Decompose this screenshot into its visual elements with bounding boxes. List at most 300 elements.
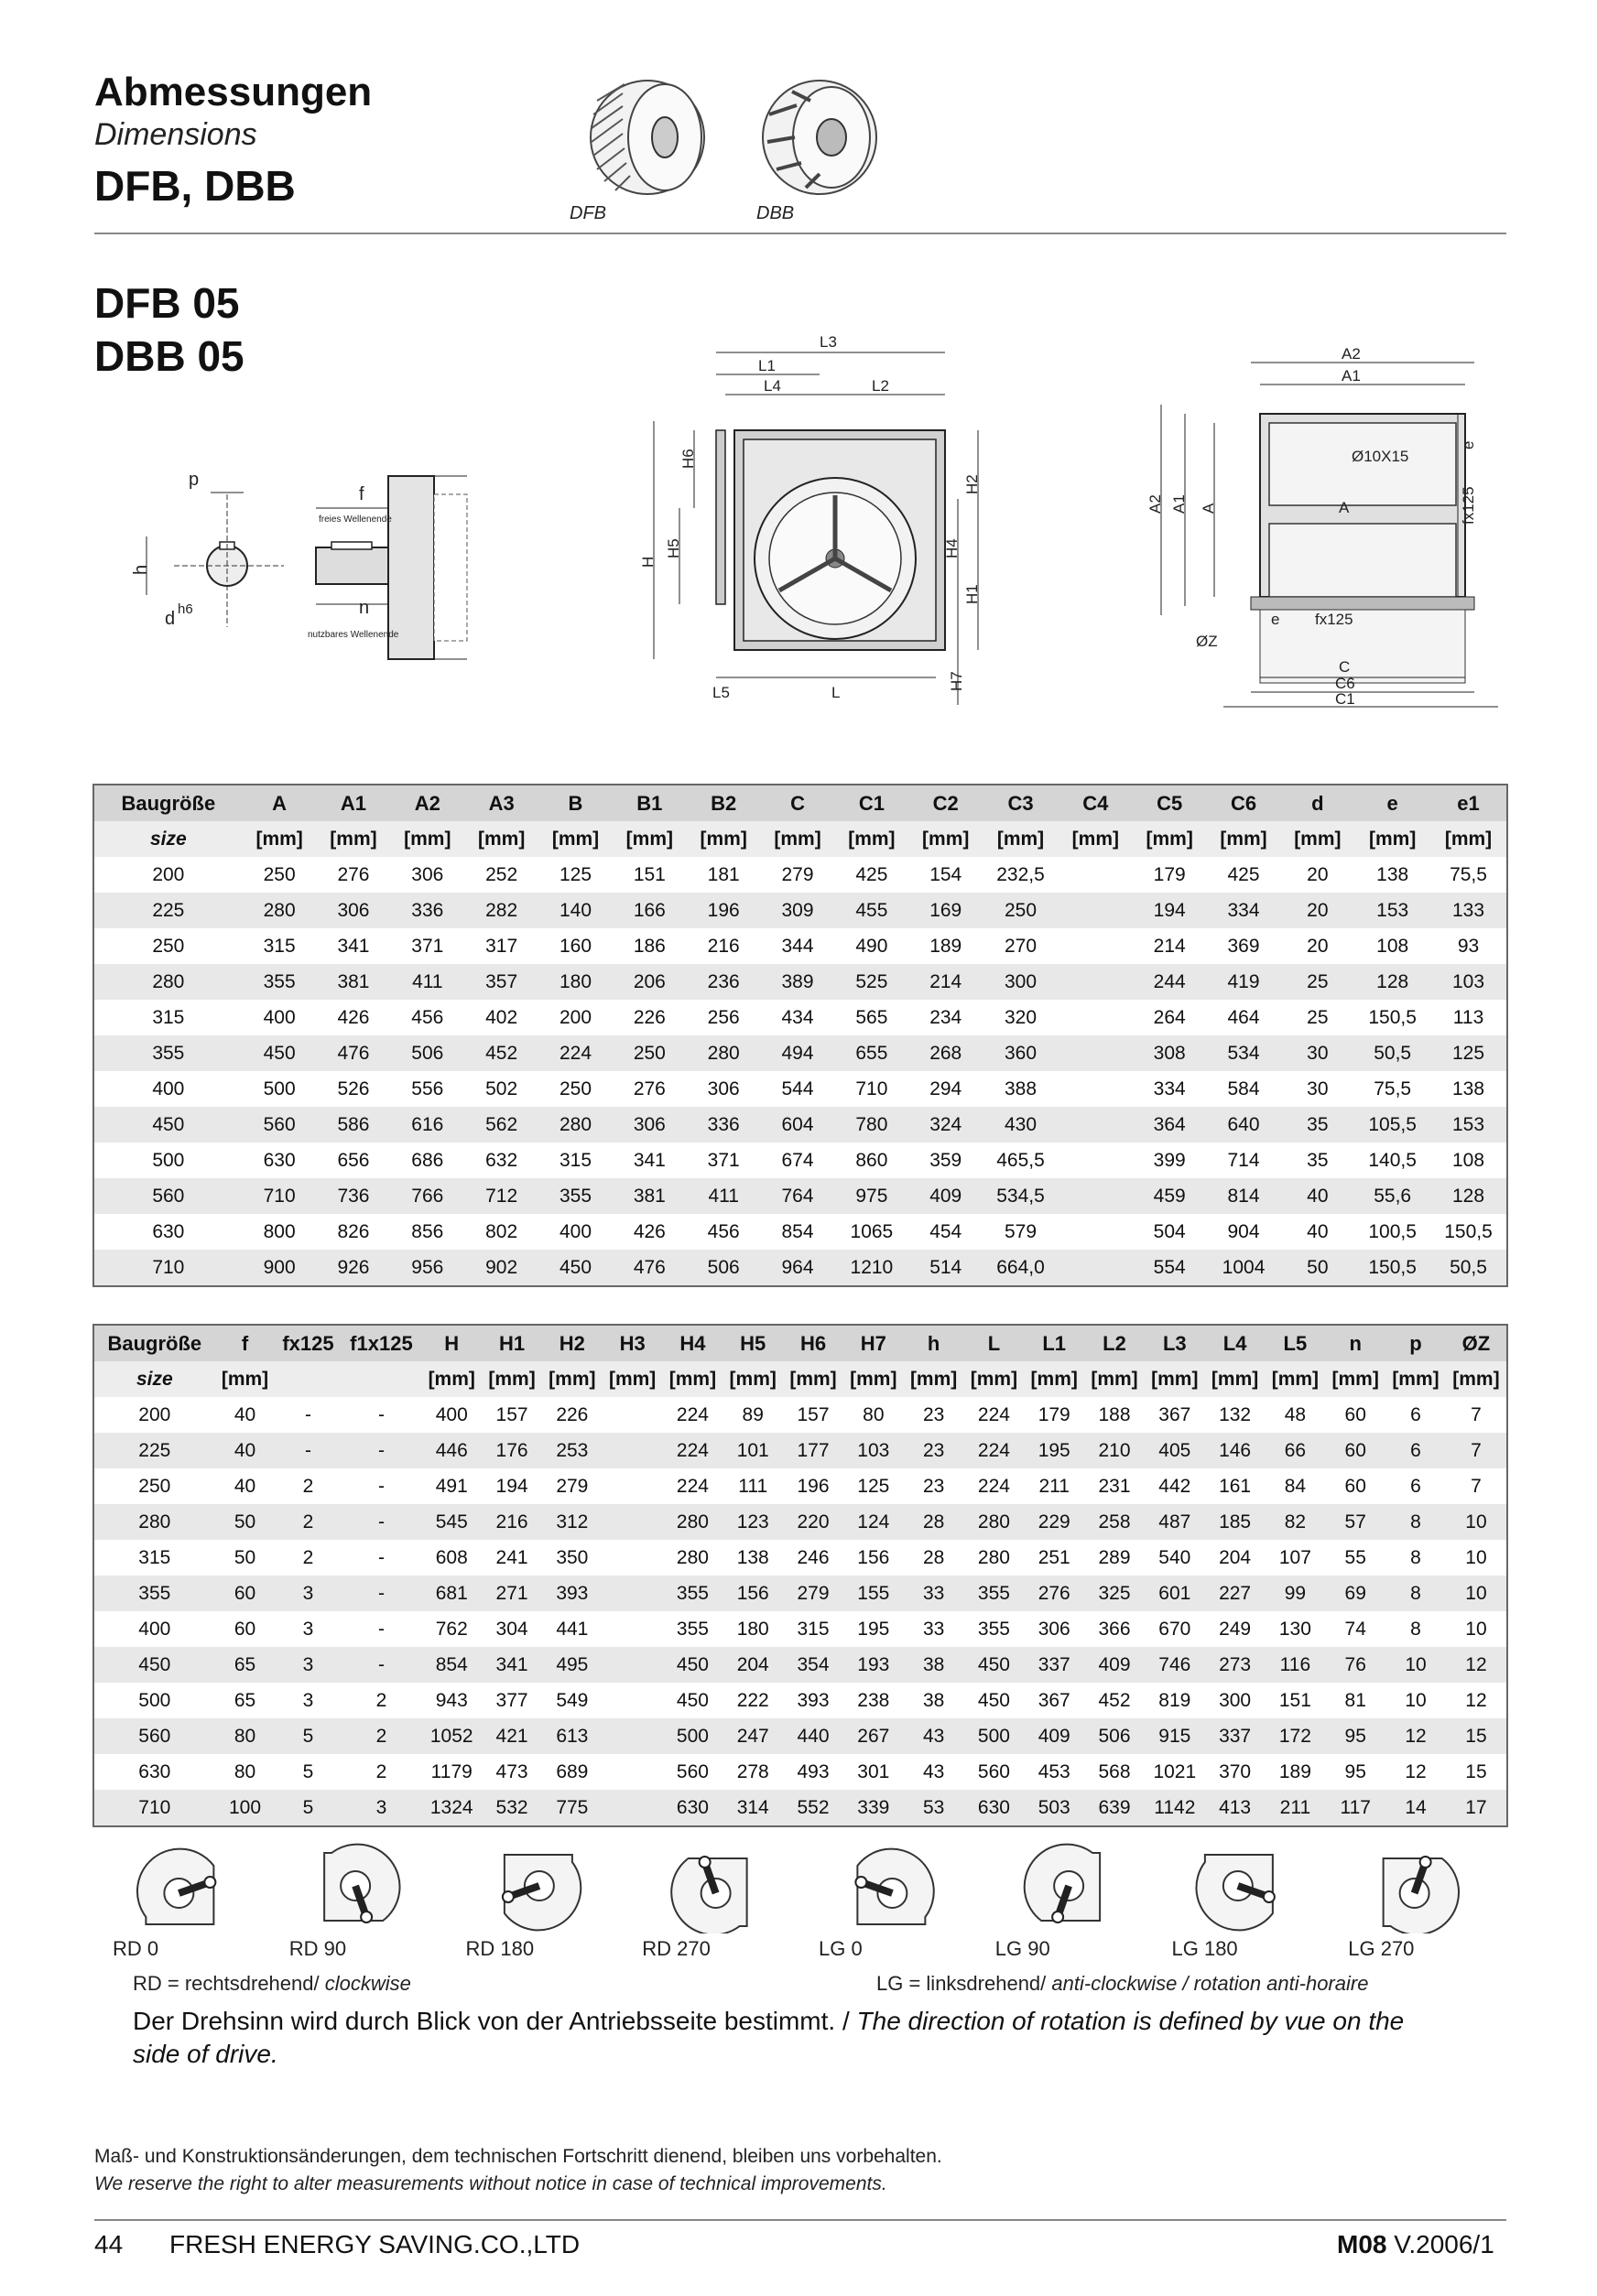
rotation-icon bbox=[324, 1845, 399, 1922]
table-cell: 459 bbox=[1133, 1178, 1207, 1214]
table-row bbox=[94, 1143, 1506, 1178]
dfb-image-caption: DFB bbox=[570, 203, 606, 223]
table-cell bbox=[603, 1397, 663, 1433]
table-cell: 664,0 bbox=[983, 1250, 1059, 1285]
table-cell: - bbox=[342, 1647, 422, 1683]
table-cell: 224 bbox=[663, 1397, 723, 1433]
table-cell: 30 bbox=[1280, 1071, 1354, 1107]
unit-cell: [mm] bbox=[722, 1361, 783, 1397]
table-cell: - bbox=[275, 1397, 341, 1433]
unit-cell: [mm] bbox=[783, 1361, 843, 1397]
table-cell: 153 bbox=[1354, 893, 1430, 928]
table-cell: 81 bbox=[1325, 1683, 1385, 1718]
table-cell: 802 bbox=[464, 1214, 538, 1250]
unit-cell: [mm] bbox=[1354, 821, 1430, 857]
table-cell: 819 bbox=[1145, 1683, 1205, 1718]
table-cell: 355 bbox=[94, 1035, 243, 1071]
unit-cell: [mm] bbox=[834, 821, 908, 857]
table-cell: 3 bbox=[275, 1611, 341, 1647]
H7-label: H7 bbox=[948, 671, 965, 691]
table-cell: 50,5 bbox=[1430, 1250, 1506, 1285]
table-cell: 425 bbox=[1207, 857, 1281, 893]
table-cell: 450 bbox=[663, 1647, 723, 1683]
table-cell: 339 bbox=[843, 1790, 904, 1825]
hole-label: Ø10X15 bbox=[1352, 448, 1409, 465]
column-header: L bbox=[964, 1326, 1025, 1361]
table-cell: 764 bbox=[761, 1178, 835, 1214]
table-cell: 10 bbox=[1446, 1540, 1506, 1576]
table-cell: 250 bbox=[983, 893, 1059, 928]
table-cell: 355 bbox=[538, 1178, 613, 1214]
table-cell: 60 bbox=[1325, 1397, 1385, 1433]
table-cell: 10 bbox=[1446, 1504, 1506, 1540]
table-cell: 138 bbox=[722, 1540, 783, 1576]
column-header: L5 bbox=[1266, 1326, 1326, 1361]
table-cell: 315 bbox=[783, 1611, 843, 1647]
table-cell: 80 bbox=[215, 1718, 276, 1754]
table-cell: 388 bbox=[983, 1071, 1059, 1107]
table-cell: 405 bbox=[1145, 1433, 1205, 1468]
table-cell: 377 bbox=[482, 1683, 542, 1718]
table-cell: 264 bbox=[1133, 1000, 1207, 1035]
table-cell: 28 bbox=[904, 1504, 964, 1540]
table-cell: 402 bbox=[464, 1000, 538, 1035]
table-cell: 74 bbox=[1325, 1611, 1385, 1647]
table-cell: 161 bbox=[1205, 1468, 1266, 1504]
table-cell: 7 bbox=[1446, 1433, 1506, 1468]
table-cell: 491 bbox=[421, 1468, 482, 1504]
table-cell: 210 bbox=[1084, 1433, 1145, 1468]
table-cell: 101 bbox=[722, 1433, 783, 1468]
A-label: A bbox=[1339, 499, 1350, 516]
rotation-icon bbox=[855, 1849, 933, 1924]
table-cell: 278 bbox=[722, 1754, 783, 1790]
table-cell: 200 bbox=[94, 1397, 215, 1433]
unit-cell: [mm] bbox=[904, 1361, 964, 1397]
table-cell: 306 bbox=[1024, 1611, 1084, 1647]
unit-cell: [mm] bbox=[1280, 821, 1354, 857]
table-cell: 371 bbox=[390, 928, 464, 964]
column-header: A bbox=[243, 785, 317, 821]
table-cell: 500 bbox=[663, 1718, 723, 1754]
table-cell: 370 bbox=[1205, 1754, 1266, 1790]
table-cell: 3 bbox=[275, 1647, 341, 1683]
table-cell bbox=[603, 1540, 663, 1576]
table-cell: 267 bbox=[843, 1718, 904, 1754]
table-cell: 69 bbox=[1325, 1576, 1385, 1611]
table-cell: 249 bbox=[1205, 1611, 1266, 1647]
table-cell: 632 bbox=[464, 1143, 538, 1178]
table-cell: 276 bbox=[317, 857, 391, 893]
page-number: 44 bbox=[94, 2230, 124, 2258]
column-header: H6 bbox=[783, 1326, 843, 1361]
fx125-bottom-label: fx125 bbox=[1315, 611, 1353, 628]
doc-code: M08 bbox=[1337, 2230, 1387, 2258]
lg-note-en: anti-clockwise / rotation anti-horaire bbox=[1051, 1972, 1369, 1995]
table-cell: 306 bbox=[613, 1107, 687, 1143]
table-cell: 409 bbox=[908, 1178, 983, 1214]
table1-unit-row bbox=[94, 821, 1506, 857]
footer-note-de: Maß- und Konstruktionsänderungen, dem technischen Fortschritt dienend, bleiben uns vorbehalten. bbox=[94, 2146, 942, 2167]
table-cell: 10 bbox=[1446, 1576, 1506, 1611]
table-cell: 66 bbox=[1266, 1433, 1326, 1468]
table-row bbox=[94, 1540, 1506, 1576]
table-cell: 238 bbox=[843, 1683, 904, 1718]
table-cell: 23 bbox=[904, 1468, 964, 1504]
table-cell: 504 bbox=[1133, 1214, 1207, 1250]
table-cell: 23 bbox=[904, 1433, 964, 1468]
table-cell: 336 bbox=[390, 893, 464, 928]
table-cell: 156 bbox=[843, 1540, 904, 1576]
column-header: C6 bbox=[1207, 785, 1281, 821]
table-cell: 280 bbox=[94, 1504, 215, 1540]
table-cell: 686 bbox=[390, 1143, 464, 1178]
table-cell: 226 bbox=[613, 1000, 687, 1035]
table-cell: 1210 bbox=[834, 1250, 908, 1285]
table-cell: 450 bbox=[663, 1683, 723, 1718]
H-label: H bbox=[639, 556, 657, 568]
table-cell: 75,5 bbox=[1354, 1071, 1430, 1107]
table-cell: 860 bbox=[834, 1143, 908, 1178]
dimensions-table-2 bbox=[94, 1326, 1506, 1825]
table-cell: 400 bbox=[421, 1397, 482, 1433]
page-subtitle: Dimensions bbox=[94, 117, 257, 152]
table-cell: 354 bbox=[783, 1647, 843, 1683]
table-cell: 140 bbox=[538, 893, 613, 928]
table-cell: 7 bbox=[1446, 1468, 1506, 1504]
table-cell: 306 bbox=[390, 857, 464, 893]
table-cell bbox=[1059, 1143, 1133, 1178]
table-cell bbox=[603, 1647, 663, 1683]
column-header: C2 bbox=[908, 785, 983, 821]
table-row bbox=[94, 1683, 1506, 1718]
table-cell: 200 bbox=[94, 857, 243, 893]
table-cell: 500 bbox=[964, 1718, 1025, 1754]
table-cell: 280 bbox=[243, 893, 317, 928]
table-cell: 655 bbox=[834, 1035, 908, 1071]
unit-cell: [mm] bbox=[1205, 1361, 1266, 1397]
table-cell: 220 bbox=[783, 1504, 843, 1540]
rotation-label: LG 180 bbox=[1171, 1937, 1238, 1960]
table-cell: 33 bbox=[904, 1611, 964, 1647]
table-cell: 814 bbox=[1207, 1178, 1281, 1214]
column-header: A3 bbox=[464, 785, 538, 821]
table-cell: 315 bbox=[538, 1143, 613, 1178]
column-header: H7 bbox=[843, 1326, 904, 1361]
table-cell: 216 bbox=[482, 1504, 542, 1540]
table-cell: 256 bbox=[687, 1000, 761, 1035]
table2-body bbox=[94, 1397, 1506, 1825]
column-header: d bbox=[1280, 785, 1354, 821]
table-cell: 943 bbox=[421, 1683, 482, 1718]
table-cell: 381 bbox=[317, 964, 391, 1000]
table-cell: 856 bbox=[390, 1214, 464, 1250]
unit-cell: size bbox=[94, 821, 243, 857]
table-cell: 14 bbox=[1385, 1790, 1446, 1825]
table-cell: 84 bbox=[1266, 1468, 1326, 1504]
table-cell: - bbox=[342, 1611, 422, 1647]
table-cell: 180 bbox=[722, 1611, 783, 1647]
unit-cell: [mm] bbox=[1133, 821, 1207, 857]
column-header: A2 bbox=[390, 785, 464, 821]
table-cell: 60 bbox=[1325, 1433, 1385, 1468]
table-cell: 40 bbox=[215, 1397, 276, 1433]
table-cell: 355 bbox=[964, 1611, 1025, 1647]
unit-cell: [mm] bbox=[215, 1361, 276, 1397]
table-cell: 8 bbox=[1385, 1611, 1446, 1647]
table-cell: 224 bbox=[964, 1397, 1025, 1433]
table-cell: 350 bbox=[542, 1540, 603, 1576]
table-cell bbox=[603, 1433, 663, 1468]
table-cell: 7 bbox=[1446, 1397, 1506, 1433]
table-cell: 125 bbox=[843, 1468, 904, 1504]
table-cell: 280 bbox=[663, 1540, 723, 1576]
p-label: p bbox=[189, 470, 200, 490]
table-cell: 364 bbox=[1133, 1107, 1207, 1143]
table-cell: 554 bbox=[1133, 1250, 1207, 1285]
table-cell: 300 bbox=[983, 964, 1059, 1000]
direction-note-en: The direction of rotation is defined by vue on the side of drive. bbox=[133, 2007, 1405, 2068]
table-cell: 214 bbox=[908, 964, 983, 1000]
table-cell: 244 bbox=[1133, 964, 1207, 1000]
unit-cell: [mm] bbox=[1266, 1361, 1326, 1397]
table-cell: 560 bbox=[964, 1754, 1025, 1790]
table-cell: 854 bbox=[421, 1647, 482, 1683]
table-cell: 411 bbox=[390, 964, 464, 1000]
table-cell: 250 bbox=[243, 857, 317, 893]
table2-unit-row bbox=[94, 1361, 1506, 1397]
table-cell: 95 bbox=[1325, 1754, 1385, 1790]
table-cell: 196 bbox=[687, 893, 761, 928]
table-row bbox=[94, 1035, 1506, 1071]
lg-note-de: LG = linksdrehend/ bbox=[876, 1972, 1052, 1995]
table-cell: 38 bbox=[904, 1647, 964, 1683]
table-cell: 413 bbox=[1205, 1790, 1266, 1825]
table-cell: 357 bbox=[464, 964, 538, 1000]
L4-label: L4 bbox=[764, 377, 781, 395]
rd-note bbox=[133, 1972, 411, 1996]
column-header: e1 bbox=[1430, 785, 1506, 821]
table-cell: 48 bbox=[1266, 1397, 1326, 1433]
table-cell: 3 bbox=[275, 1683, 341, 1718]
n-label: n bbox=[359, 598, 370, 618]
table-cell: 369 bbox=[1207, 928, 1281, 964]
C1-label: C1 bbox=[1335, 690, 1355, 708]
table-cell: 325 bbox=[1084, 1576, 1145, 1611]
table-cell: 409 bbox=[1084, 1647, 1145, 1683]
table-cell: 341 bbox=[613, 1143, 687, 1178]
rotation-icon bbox=[671, 1857, 746, 1933]
table-cell: 155 bbox=[843, 1576, 904, 1611]
table-cell: 25 bbox=[1280, 964, 1354, 1000]
table-cell: 800 bbox=[243, 1214, 317, 1250]
table-cell: 113 bbox=[1430, 1000, 1506, 1035]
table-cell: 2 bbox=[275, 1540, 341, 1576]
table-cell: 324 bbox=[908, 1107, 983, 1143]
table-cell: 8 bbox=[1385, 1504, 1446, 1540]
table-cell: 544 bbox=[761, 1071, 835, 1107]
unit-cell: [mm] bbox=[464, 821, 538, 857]
table-cell: 525 bbox=[834, 964, 908, 1000]
table-cell: 294 bbox=[908, 1071, 983, 1107]
unit-cell: [mm] bbox=[482, 1361, 542, 1397]
table-cell: 93 bbox=[1430, 928, 1506, 964]
table-cell: 506 bbox=[687, 1250, 761, 1285]
table-cell: 181 bbox=[687, 857, 761, 893]
table-cell: 514 bbox=[908, 1250, 983, 1285]
table-cell bbox=[1059, 1035, 1133, 1071]
table-cell: 393 bbox=[783, 1683, 843, 1718]
table-cell: 280 bbox=[538, 1107, 613, 1143]
table-cell: 409 bbox=[1024, 1718, 1084, 1754]
table-cell: 138 bbox=[1430, 1071, 1506, 1107]
table-cell: 280 bbox=[964, 1540, 1025, 1576]
table-cell: - bbox=[342, 1433, 422, 1468]
table-cell: 6 bbox=[1385, 1433, 1446, 1468]
table-cell: 253 bbox=[542, 1433, 603, 1468]
table-cell: 15 bbox=[1446, 1718, 1506, 1754]
table-row bbox=[94, 1214, 1506, 1250]
table-cell: 150,5 bbox=[1354, 1250, 1430, 1285]
table-cell: 246 bbox=[783, 1540, 843, 1576]
column-header: C1 bbox=[834, 785, 908, 821]
unit-cell: [mm] bbox=[542, 1361, 603, 1397]
table-cell: 132 bbox=[1205, 1397, 1266, 1433]
table-cell: 400 bbox=[243, 1000, 317, 1035]
table-row bbox=[94, 857, 1506, 893]
table-cell: 189 bbox=[1266, 1754, 1326, 1790]
table-cell: 556 bbox=[390, 1071, 464, 1107]
table-cell: 775 bbox=[542, 1790, 603, 1825]
table-cell: 534,5 bbox=[983, 1178, 1059, 1214]
table-cell: 276 bbox=[613, 1071, 687, 1107]
table-cell: 89 bbox=[722, 1397, 783, 1433]
table-cell: 540 bbox=[1145, 1540, 1205, 1576]
table-cell: 224 bbox=[964, 1433, 1025, 1468]
e-side-label: e bbox=[1460, 440, 1477, 449]
table-cell: 456 bbox=[687, 1214, 761, 1250]
table-cell: 166 bbox=[613, 893, 687, 928]
table-row bbox=[94, 1397, 1506, 1433]
footer-note-en: We reserve the right to alter measurements without notice in case of technical improvements. bbox=[94, 2173, 887, 2194]
section-model-2: DBB 05 bbox=[94, 332, 244, 380]
table-cell: 10 bbox=[1385, 1683, 1446, 1718]
table-cell bbox=[603, 1754, 663, 1790]
section-model-1: DFB 05 bbox=[94, 279, 240, 327]
table-cell bbox=[1059, 928, 1133, 964]
table-cell: 194 bbox=[482, 1468, 542, 1504]
table-cell: 216 bbox=[687, 928, 761, 964]
table-cell: 247 bbox=[722, 1718, 783, 1754]
table-cell bbox=[603, 1718, 663, 1754]
table-cell: 156 bbox=[722, 1576, 783, 1611]
table-cell: 150,5 bbox=[1354, 1000, 1430, 1035]
table-cell: 562 bbox=[464, 1107, 538, 1143]
table-cell bbox=[1059, 964, 1133, 1000]
dimensions-table-1 bbox=[94, 785, 1506, 1285]
table-cell: 43 bbox=[904, 1754, 964, 1790]
H4-label: H4 bbox=[943, 538, 961, 558]
table1-body bbox=[94, 857, 1506, 1285]
column-header: h bbox=[904, 1326, 964, 1361]
table-cell: 473 bbox=[482, 1754, 542, 1790]
unit-cell: [mm] bbox=[908, 821, 983, 857]
column-header: fx125 bbox=[275, 1326, 341, 1361]
table-cell: 975 bbox=[834, 1178, 908, 1214]
table-cell: 341 bbox=[317, 928, 391, 964]
table-cell: 204 bbox=[722, 1647, 783, 1683]
column-header: f1x125 bbox=[342, 1326, 422, 1361]
C6-label: C6 bbox=[1335, 675, 1355, 692]
rotation-labels bbox=[94, 1937, 1506, 1965]
table-cell: 193 bbox=[843, 1647, 904, 1683]
table-cell: 586 bbox=[317, 1107, 391, 1143]
table-cell: 211 bbox=[1266, 1790, 1326, 1825]
C-label: C bbox=[1339, 658, 1351, 676]
table-cell: 5 bbox=[275, 1718, 341, 1754]
table-cell: 33 bbox=[904, 1576, 964, 1611]
doc-version bbox=[1337, 2230, 1494, 2259]
L2-label: L2 bbox=[872, 377, 889, 395]
table-cell: 10 bbox=[1446, 1611, 1506, 1647]
rotation-label: RD 0 bbox=[113, 1937, 159, 1960]
table-row bbox=[94, 1433, 1506, 1468]
rotation-label: RD 90 bbox=[288, 1937, 347, 1960]
L3-label: L3 bbox=[820, 334, 837, 351]
rotation-icon bbox=[1025, 1845, 1100, 1922]
table-cell: 506 bbox=[390, 1035, 464, 1071]
table-cell: 494 bbox=[761, 1035, 835, 1071]
table-cell: 226 bbox=[542, 1397, 603, 1433]
unit-cell: [mm] bbox=[603, 1361, 663, 1397]
table-cell: 95 bbox=[1325, 1718, 1385, 1754]
table-cell: 224 bbox=[964, 1468, 1025, 1504]
table-cell: 315 bbox=[94, 1540, 215, 1576]
rotation-icon bbox=[137, 1849, 215, 1924]
column-header: H3 bbox=[603, 1326, 663, 1361]
table-cell: 103 bbox=[843, 1433, 904, 1468]
column-header: C bbox=[761, 785, 835, 821]
table-cell: 710 bbox=[94, 1790, 215, 1825]
table-cell: 545 bbox=[421, 1504, 482, 1540]
unit-cell: [mm] bbox=[390, 821, 464, 857]
table-cell: 236 bbox=[687, 964, 761, 1000]
table-row bbox=[94, 893, 1506, 928]
table-cell: 206 bbox=[613, 964, 687, 1000]
table-cell: 710 bbox=[834, 1071, 908, 1107]
table-cell: 196 bbox=[783, 1468, 843, 1504]
table-cell: 455 bbox=[834, 893, 908, 928]
table-cell bbox=[1059, 857, 1133, 893]
table-cell: 12 bbox=[1446, 1683, 1506, 1718]
table-row bbox=[94, 928, 1506, 964]
table-cell: 579 bbox=[983, 1214, 1059, 1250]
table-cell: 43 bbox=[904, 1718, 964, 1754]
table-cell: 232,5 bbox=[983, 857, 1059, 893]
table-cell: 314 bbox=[722, 1790, 783, 1825]
table-cell: 714 bbox=[1207, 1143, 1281, 1178]
lg-note bbox=[876, 1972, 1368, 1996]
table-cell: 280 bbox=[687, 1035, 761, 1071]
header-rule bbox=[94, 233, 1506, 234]
table-cell: 500 bbox=[94, 1683, 215, 1718]
table-cell: 180 bbox=[538, 964, 613, 1000]
table-cell: 195 bbox=[843, 1611, 904, 1647]
table-row bbox=[94, 1754, 1506, 1790]
table-cell: 50 bbox=[1280, 1250, 1354, 1285]
table-cell: 222 bbox=[722, 1683, 783, 1718]
table-cell: 125 bbox=[538, 857, 613, 893]
